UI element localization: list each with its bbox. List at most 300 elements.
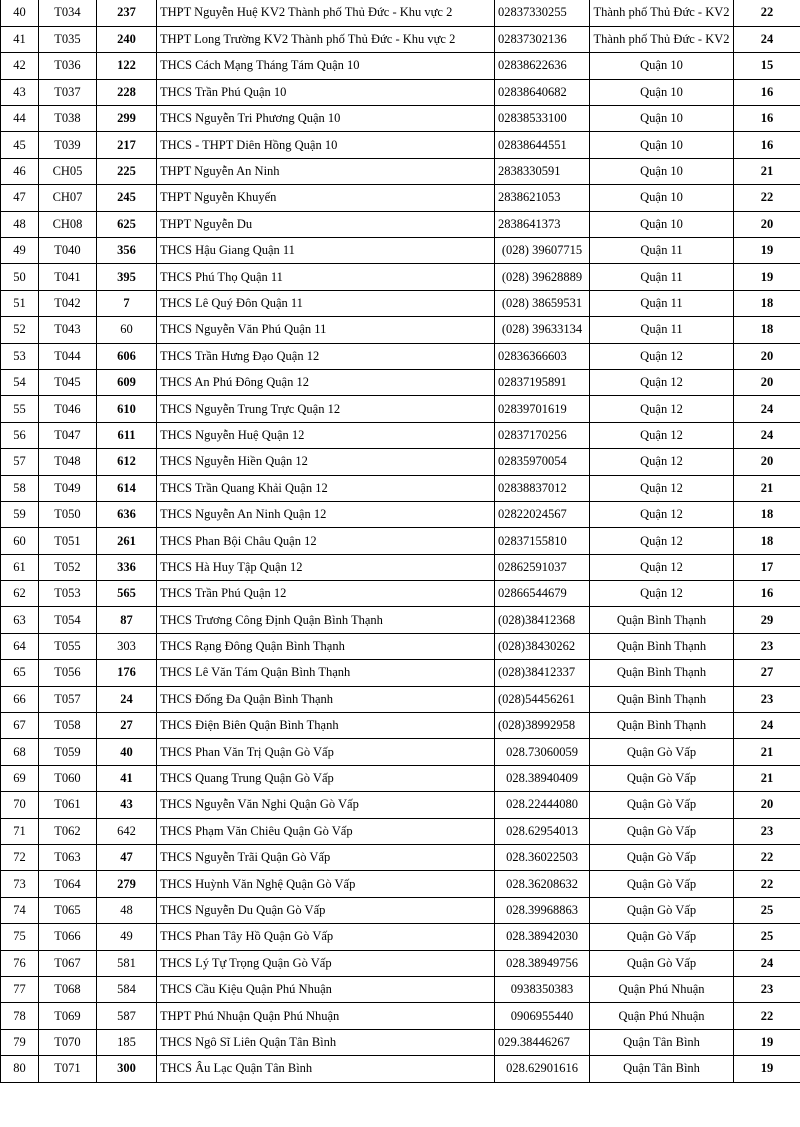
table-row	[1, 396, 800, 422]
school-name: THCS Hà Huy Tập Quận 12	[157, 554, 495, 580]
phone-number: 0906955440	[495, 1003, 590, 1029]
table-row	[1, 633, 800, 659]
school-id: 41	[97, 765, 157, 791]
district-name: Quận 12	[590, 343, 734, 369]
school-name: THCS Cách Mạng Tháng Tám Quận 10	[157, 53, 495, 79]
phone-number: (028) 39633134	[495, 317, 590, 343]
school-code: T064	[39, 871, 97, 897]
school-code: T038	[39, 106, 97, 132]
district-name: Quận 12	[590, 475, 734, 501]
row-number: 44	[1, 106, 39, 132]
school-id: 47	[97, 845, 157, 871]
school-id: 185	[97, 1029, 157, 1055]
school-name: THCS Nguyễn Tri Phương Quận 10	[157, 106, 495, 132]
district-name: Quận 12	[590, 422, 734, 448]
table-row	[1, 132, 800, 158]
table-row	[1, 106, 800, 132]
school-code: T057	[39, 686, 97, 712]
school-id: 609	[97, 369, 157, 395]
district-name: Thành phố Thủ Đức - KV2	[590, 26, 734, 52]
row-number: 71	[1, 818, 39, 844]
room-count: 24	[734, 950, 800, 976]
district-name: Quận Tân Bình	[590, 1029, 734, 1055]
school-name: THPT Long Trường KV2 Thành phố Thủ Đức - Khu vực 2	[157, 26, 495, 52]
school-code: T050	[39, 501, 97, 527]
room-count: 29	[734, 607, 800, 633]
table-row	[1, 765, 800, 791]
school-id: 587	[97, 1003, 157, 1029]
district-name: Quận Gò Vấp	[590, 792, 734, 818]
row-number: 56	[1, 422, 39, 448]
table-row	[1, 976, 800, 1002]
table-row	[1, 211, 800, 237]
school-code: T052	[39, 554, 97, 580]
school-code: T046	[39, 396, 97, 422]
school-code: T070	[39, 1029, 97, 1055]
school-code: T051	[39, 528, 97, 554]
district-name: Quận Phú Nhuận	[590, 1003, 734, 1029]
room-count: 23	[734, 976, 800, 1002]
row-number: 67	[1, 713, 39, 739]
district-name: Quận 12	[590, 501, 734, 527]
phone-number: (028)38992958	[495, 713, 590, 739]
room-count: 22	[734, 1003, 800, 1029]
row-number: 63	[1, 607, 39, 633]
room-count: 18	[734, 528, 800, 554]
school-code: T063	[39, 845, 97, 871]
room-count: 24	[734, 713, 800, 739]
school-id: 40	[97, 739, 157, 765]
phone-number: 028.62901616	[495, 1056, 590, 1082]
school-code: T069	[39, 1003, 97, 1029]
school-id: 356	[97, 238, 157, 264]
school-name: THCS Ngô Sĩ Liên Quận Tân Bình	[157, 1029, 495, 1055]
school-id: 237	[97, 0, 157, 26]
row-number: 69	[1, 765, 39, 791]
district-name: Quận 10	[590, 158, 734, 184]
row-number: 52	[1, 317, 39, 343]
school-code: T060	[39, 765, 97, 791]
phone-number: 02837155810	[495, 528, 590, 554]
room-count: 16	[734, 79, 800, 105]
school-id: 87	[97, 607, 157, 633]
table-row	[1, 501, 800, 527]
school-id: 49	[97, 924, 157, 950]
phone-number: 02838533100	[495, 106, 590, 132]
district-name: Quận 12	[590, 449, 734, 475]
school-name: THCS Trần Phú Quận 12	[157, 581, 495, 607]
school-name: THCS Cầu Kiệu Quận Phú Nhuận	[157, 976, 495, 1002]
row-number: 58	[1, 475, 39, 501]
row-number: 50	[1, 264, 39, 290]
table-row	[1, 818, 800, 844]
room-count: 19	[734, 1029, 800, 1055]
school-id: 7	[97, 290, 157, 316]
table-row	[1, 158, 800, 184]
phone-number: 028.38949756	[495, 950, 590, 976]
row-number: 68	[1, 739, 39, 765]
room-count: 15	[734, 53, 800, 79]
row-number: 78	[1, 1003, 39, 1029]
room-count: 17	[734, 554, 800, 580]
room-count: 18	[734, 317, 800, 343]
district-name: Quận 12	[590, 396, 734, 422]
school-code: T041	[39, 264, 97, 290]
phone-number: 029.38446267	[495, 1029, 590, 1055]
district-name: Quận 10	[590, 106, 734, 132]
phone-number: (028)38412337	[495, 660, 590, 686]
room-count: 21	[734, 765, 800, 791]
row-number: 54	[1, 369, 39, 395]
row-number: 79	[1, 1029, 39, 1055]
school-name: THCS Huỳnh Văn Nghệ Quận Gò Vấp	[157, 871, 495, 897]
school-name: THCS Phan Bội Châu Quận 12	[157, 528, 495, 554]
table-row	[1, 607, 800, 633]
table-row	[1, 238, 800, 264]
table-row	[1, 264, 800, 290]
table-row	[1, 792, 800, 818]
school-name: THCS An Phú Đông Quận 12	[157, 369, 495, 395]
district-name: Quận Phú Nhuận	[590, 976, 734, 1002]
table-row	[1, 53, 800, 79]
row-number: 75	[1, 924, 39, 950]
school-id: 612	[97, 449, 157, 475]
school-id: 584	[97, 976, 157, 1002]
row-number: 49	[1, 238, 39, 264]
phone-number: 02838837012	[495, 475, 590, 501]
school-code: T039	[39, 132, 97, 158]
school-id: 24	[97, 686, 157, 712]
school-name: THCS - THPT Diên Hồng Quận 10	[157, 132, 495, 158]
phone-number: 028.62954013	[495, 818, 590, 844]
school-name: THCS Quang Trung Quận Gò Vấp	[157, 765, 495, 791]
school-id: 60	[97, 317, 157, 343]
school-id: 395	[97, 264, 157, 290]
school-id: 176	[97, 660, 157, 686]
school-code: T045	[39, 369, 97, 395]
school-name: THCS Rạng Đông Quận Bình Thạnh	[157, 633, 495, 659]
table-row	[1, 897, 800, 923]
phone-number: 02862591037	[495, 554, 590, 580]
table-row	[1, 713, 800, 739]
table-row	[1, 1056, 800, 1082]
table-row	[1, 845, 800, 871]
district-name: Quận Gò Vấp	[590, 818, 734, 844]
school-code: T054	[39, 607, 97, 633]
school-id: 240	[97, 26, 157, 52]
district-name: Quận Bình Thạnh	[590, 660, 734, 686]
row-number: 62	[1, 581, 39, 607]
school-id: 606	[97, 343, 157, 369]
phone-number: 028.22444080	[495, 792, 590, 818]
school-name: THCS Trần Phú Quận 10	[157, 79, 495, 105]
school-id: 245	[97, 185, 157, 211]
row-number: 59	[1, 501, 39, 527]
room-count: 16	[734, 581, 800, 607]
district-name: Quận Gò Vấp	[590, 845, 734, 871]
school-name: THCS Hậu Giang Quận 11	[157, 238, 495, 264]
phone-number: 02838622636	[495, 53, 590, 79]
school-code: CH07	[39, 185, 97, 211]
school-name: THCS Lê Văn Tám Quận Bình Thạnh	[157, 660, 495, 686]
row-number: 73	[1, 871, 39, 897]
room-count: 23	[734, 686, 800, 712]
room-count: 22	[734, 185, 800, 211]
school-name: THPT Phú Nhuận Quận Phú Nhuận	[157, 1003, 495, 1029]
table-row	[1, 317, 800, 343]
table-row	[1, 528, 800, 554]
row-number: 66	[1, 686, 39, 712]
phone-number: 028.73060059	[495, 739, 590, 765]
district-name: Quận Bình Thạnh	[590, 607, 734, 633]
school-id: 300	[97, 1056, 157, 1082]
school-code: T056	[39, 660, 97, 686]
district-name: Quận 10	[590, 53, 734, 79]
school-id: 336	[97, 554, 157, 580]
district-name: Quận Gò Vấp	[590, 739, 734, 765]
school-name: THCS Âu Lạc Quận Tân Bình	[157, 1056, 495, 1082]
district-name: Quận 11	[590, 264, 734, 290]
school-id: 27	[97, 713, 157, 739]
phone-number: 2838641373	[495, 211, 590, 237]
phone-number: 02836366603	[495, 343, 590, 369]
district-name: Thành phố Thủ Đức - KV2	[590, 0, 734, 26]
room-count: 22	[734, 0, 800, 26]
school-id: 217	[97, 132, 157, 158]
school-code: T049	[39, 475, 97, 501]
school-name: THCS Nguyễn Huệ Quận 12	[157, 422, 495, 448]
row-number: 77	[1, 976, 39, 1002]
row-number: 72	[1, 845, 39, 871]
school-name: THCS Phan Văn Trị Quận Gò Vấp	[157, 739, 495, 765]
phone-number: 2838621053	[495, 185, 590, 211]
school-code: T048	[39, 449, 97, 475]
school-code: T058	[39, 713, 97, 739]
school-id: 614	[97, 475, 157, 501]
row-number: 42	[1, 53, 39, 79]
row-number: 61	[1, 554, 39, 580]
school-id: 279	[97, 871, 157, 897]
district-name: Quận Gò Vấp	[590, 897, 734, 923]
district-name: Quận 11	[590, 290, 734, 316]
school-code: CH08	[39, 211, 97, 237]
phone-number: 02837330255	[495, 0, 590, 26]
school-name: THCS Điện Biên Quận Bình Thạnh	[157, 713, 495, 739]
school-name: THCS Nguyễn Hiền Quận 12	[157, 449, 495, 475]
school-name: THCS Phạm Văn Chiêu Quận Gò Vấp	[157, 818, 495, 844]
phone-number: 02835970054	[495, 449, 590, 475]
room-count: 18	[734, 290, 800, 316]
phone-number: 02837170256	[495, 422, 590, 448]
room-count: 27	[734, 660, 800, 686]
table-row	[1, 449, 800, 475]
row-number: 40	[1, 0, 39, 26]
district-name: Quận Gò Vấp	[590, 950, 734, 976]
row-number: 55	[1, 396, 39, 422]
district-name: Quận 10	[590, 79, 734, 105]
phone-number: 02822024567	[495, 501, 590, 527]
school-id: 228	[97, 79, 157, 105]
phone-number: (028) 38659531	[495, 290, 590, 316]
district-name: Quận 10	[590, 185, 734, 211]
row-number: 64	[1, 633, 39, 659]
table-row	[1, 686, 800, 712]
school-id: 611	[97, 422, 157, 448]
row-number: 46	[1, 158, 39, 184]
room-count: 20	[734, 343, 800, 369]
school-name: THPT Nguyễn Du	[157, 211, 495, 237]
room-count: 18	[734, 501, 800, 527]
room-count: 20	[734, 369, 800, 395]
district-name: Quận 11	[590, 238, 734, 264]
district-name: Quận 11	[590, 317, 734, 343]
row-number: 65	[1, 660, 39, 686]
room-count: 25	[734, 924, 800, 950]
phone-number: (028) 39607715	[495, 238, 590, 264]
row-number: 43	[1, 79, 39, 105]
table-row	[1, 1003, 800, 1029]
district-name: Quận Bình Thạnh	[590, 686, 734, 712]
school-id: 303	[97, 633, 157, 659]
table-row	[1, 581, 800, 607]
phone-number: (028)38412368	[495, 607, 590, 633]
table-row	[1, 26, 800, 52]
school-code: T040	[39, 238, 97, 264]
school-code: T059	[39, 739, 97, 765]
phone-number: 028.38942030	[495, 924, 590, 950]
row-number: 74	[1, 897, 39, 923]
table-row	[1, 950, 800, 976]
district-name: Quận 10	[590, 211, 734, 237]
district-name: Quận Bình Thạnh	[590, 633, 734, 659]
room-count: 22	[734, 871, 800, 897]
table-row	[1, 0, 800, 26]
school-code: T044	[39, 343, 97, 369]
school-code: T043	[39, 317, 97, 343]
phone-number: 02837195891	[495, 369, 590, 395]
school-code: T037	[39, 79, 97, 105]
school-code: T042	[39, 290, 97, 316]
phone-number: 028.36022503	[495, 845, 590, 871]
school-name: THCS Trương Công Định Quận Bình Thạnh	[157, 607, 495, 633]
room-count: 24	[734, 396, 800, 422]
table-row	[1, 1029, 800, 1055]
school-name: THCS Nguyễn Du Quận Gò Vấp	[157, 897, 495, 923]
school-id: 610	[97, 396, 157, 422]
phone-number: 028.39968863	[495, 897, 590, 923]
school-code: T047	[39, 422, 97, 448]
room-count: 23	[734, 633, 800, 659]
table-row	[1, 422, 800, 448]
school-id: 299	[97, 106, 157, 132]
school-code: T053	[39, 581, 97, 607]
school-id: 43	[97, 792, 157, 818]
table-row	[1, 79, 800, 105]
room-count: 20	[734, 211, 800, 237]
school-id: 636	[97, 501, 157, 527]
district-name: Quận Bình Thạnh	[590, 713, 734, 739]
school-code: T035	[39, 26, 97, 52]
row-number: 48	[1, 211, 39, 237]
district-name: Quận Gò Vấp	[590, 924, 734, 950]
district-name: Quận Gò Vấp	[590, 765, 734, 791]
district-name: Quận Gò Vấp	[590, 871, 734, 897]
district-name: Quận 12	[590, 581, 734, 607]
row-number: 76	[1, 950, 39, 976]
table-row	[1, 660, 800, 686]
school-id: 642	[97, 818, 157, 844]
district-name: Quận 10	[590, 132, 734, 158]
phone-number: 02838644551	[495, 132, 590, 158]
school-name: THCS Phú Thọ Quận 11	[157, 264, 495, 290]
school-name: THCS Nguyễn Văn Phú Quận 11	[157, 317, 495, 343]
room-count: 21	[734, 475, 800, 501]
school-code: T061	[39, 792, 97, 818]
table-row	[1, 343, 800, 369]
phone-number: 02838640682	[495, 79, 590, 105]
phone-number: (028)54456261	[495, 686, 590, 712]
row-number: 51	[1, 290, 39, 316]
district-name: Quận 12	[590, 554, 734, 580]
phone-number: 02837302136	[495, 26, 590, 52]
school-id: 565	[97, 581, 157, 607]
room-count: 19	[734, 238, 800, 264]
school-name: THCS Nguyễn Văn Nghi Quận Gò Vấp	[157, 792, 495, 818]
school-id: 581	[97, 950, 157, 976]
school-code: T068	[39, 976, 97, 1002]
phone-number: 0938350383	[495, 976, 590, 1002]
room-count: 21	[734, 158, 800, 184]
table-row	[1, 369, 800, 395]
table-row	[1, 185, 800, 211]
row-number: 57	[1, 449, 39, 475]
table-row	[1, 739, 800, 765]
school-code: T071	[39, 1056, 97, 1082]
district-name: Quận 12	[590, 369, 734, 395]
phone-number: (028)38430262	[495, 633, 590, 659]
table-row	[1, 475, 800, 501]
school-name: THPT Nguyễn Huệ KV2 Thành phố Thủ Đức - Khu vực 2	[157, 0, 495, 26]
phone-number: (028) 39628889	[495, 264, 590, 290]
school-code: T065	[39, 897, 97, 923]
room-count: 20	[734, 792, 800, 818]
school-code: T062	[39, 818, 97, 844]
room-count: 24	[734, 26, 800, 52]
district-name: Quận Tân Bình	[590, 1056, 734, 1082]
phone-number: 028.36208632	[495, 871, 590, 897]
room-count: 24	[734, 422, 800, 448]
school-name: THCS Nguyễn An Ninh Quận 12	[157, 501, 495, 527]
phone-number: 02866544679	[495, 581, 590, 607]
school-code: T067	[39, 950, 97, 976]
school-id: 225	[97, 158, 157, 184]
school-id: 625	[97, 211, 157, 237]
school-name: THCS Lê Quý Đôn Quận 11	[157, 290, 495, 316]
table-body	[1, 0, 800, 1082]
school-code: T034	[39, 0, 97, 26]
row-number: 47	[1, 185, 39, 211]
room-count: 22	[734, 845, 800, 871]
row-number: 45	[1, 132, 39, 158]
room-count: 16	[734, 132, 800, 158]
school-name: THCS Nguyễn Trung Trực Quận 12	[157, 396, 495, 422]
row-number: 41	[1, 26, 39, 52]
table-row	[1, 554, 800, 580]
room-count: 19	[734, 1056, 800, 1082]
school-name: THCS Trần Hưng Đạo Quận 12	[157, 343, 495, 369]
school-name: THCS Nguyễn Trãi Quận Gò Vấp	[157, 845, 495, 871]
school-code: T066	[39, 924, 97, 950]
